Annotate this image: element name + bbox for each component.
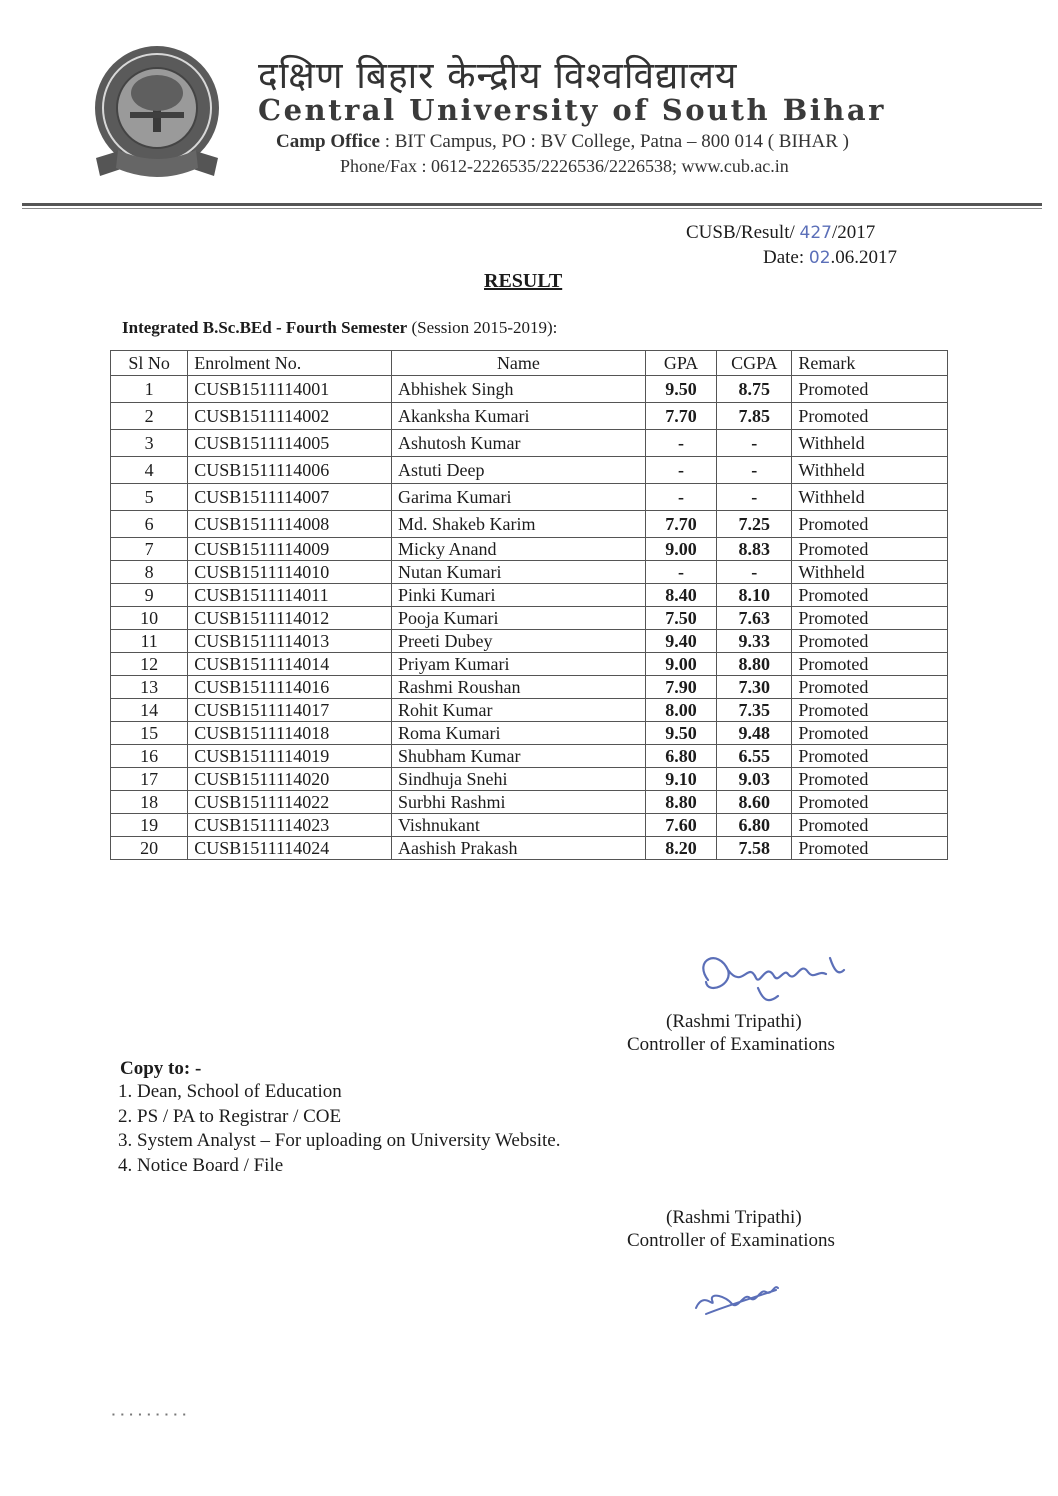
cell-sl-no: 3	[111, 430, 188, 457]
cell-cgpa: 6.80	[717, 814, 792, 837]
footer-code-mark: ▪ ▪ ▪ ▪ ▪ ▪ ▪ ▪ ▪	[112, 1410, 188, 1419]
cell-enrolment-no: CUSB1511114002	[188, 403, 392, 430]
cell-enrolment-no: CUSB1511114013	[188, 630, 392, 653]
header-divider-thin	[22, 208, 1042, 209]
cell-sl-no: 6	[111, 511, 188, 538]
col-header-gpa: GPA	[645, 351, 716, 376]
programme-name: Integrated B.Sc.BEd - Fourth Semester	[122, 318, 408, 337]
cell-cgpa: 7.30	[717, 676, 792, 699]
cell-remark: Promoted	[792, 745, 948, 768]
table-row	[111, 814, 948, 837]
cell-sl-no: 15	[111, 722, 188, 745]
signatory-name: (Rashmi Tripathi)	[666, 1011, 802, 1032]
cell-student-name: Priyam Kumari	[391, 653, 645, 676]
table-row	[111, 376, 948, 403]
table-row	[111, 722, 948, 745]
cell-gpa: 9.10	[645, 768, 716, 791]
cell-cgpa: 7.63	[717, 607, 792, 630]
cell-remark: Promoted	[792, 791, 948, 814]
programme-line	[122, 318, 557, 338]
cell-sl-no: 10	[111, 607, 188, 630]
cell-cgpa: -	[717, 561, 792, 584]
cell-remark: Promoted	[792, 699, 948, 722]
cell-gpa: 8.80	[645, 791, 716, 814]
cell-sl-no: 19	[111, 814, 188, 837]
col-header-enrolment: Enrolment No.	[188, 351, 392, 376]
cell-enrolment-no: CUSB1511114022	[188, 791, 392, 814]
cell-cgpa: 7.25	[717, 511, 792, 538]
cell-student-name: Surbhi Rashmi	[391, 791, 645, 814]
cell-remark: Promoted	[792, 676, 948, 699]
header-divider	[22, 203, 1042, 206]
camp-office-address-text: : BIT Campus, PO : BV College, Patna – 800 014 ( BIHAR )	[384, 131, 849, 152]
cell-enrolment-no: CUSB1511114023	[188, 814, 392, 837]
cell-sl-no: 18	[111, 791, 188, 814]
cell-student-name: Abhishek Singh	[391, 376, 645, 403]
cell-cgpa: -	[717, 457, 792, 484]
table-row	[111, 584, 948, 607]
cell-student-name: Rohit Kumar	[391, 699, 645, 722]
cell-cgpa: -	[717, 484, 792, 511]
cell-cgpa: 8.83	[717, 538, 792, 561]
table-row	[111, 430, 948, 457]
cell-cgpa: 7.58	[717, 837, 792, 860]
cell-sl-no: 11	[111, 630, 188, 653]
copy-to-item: 3. System Analyst – For uploading on University Website.	[118, 1130, 561, 1151]
cell-cgpa: 6.55	[717, 745, 792, 768]
cell-gpa: 7.50	[645, 607, 716, 630]
table-row	[111, 745, 948, 768]
cell-gpa: 8.20	[645, 837, 716, 860]
cell-student-name: Aashish Prakash	[391, 837, 645, 860]
table-row	[111, 484, 948, 511]
cell-enrolment-no: CUSB1511114020	[188, 768, 392, 791]
cell-gpa: 9.00	[645, 653, 716, 676]
ref-suffix: /2017	[831, 222, 876, 243]
cell-cgpa: 8.10	[717, 584, 792, 607]
cell-enrolment-no: CUSB1511114014	[188, 653, 392, 676]
cell-student-name: Pooja Kumari	[391, 607, 645, 630]
table-row	[111, 538, 948, 561]
cell-student-name: Sindhuja Snehi	[391, 768, 645, 791]
cell-student-name: Garima Kumari	[391, 484, 645, 511]
cell-enrolment-no: CUSB1511114006	[188, 457, 392, 484]
cell-student-name: Md. Shakeb Karim	[391, 511, 645, 538]
table-row	[111, 403, 948, 430]
cell-remark: Promoted	[792, 630, 948, 653]
camp-office-address	[276, 131, 976, 153]
table-row	[111, 457, 948, 484]
cell-sl-no: 14	[111, 699, 188, 722]
cell-remark: Promoted	[792, 837, 948, 860]
cell-sl-no: 16	[111, 745, 188, 768]
cell-remark: Withheld	[792, 457, 948, 484]
camp-office-label: Camp Office	[276, 131, 380, 152]
university-seal-logo	[82, 38, 232, 188]
cell-enrolment-no: CUSB1511114008	[188, 511, 392, 538]
cell-student-name: Akanksha Kumari	[391, 403, 645, 430]
cell-cgpa: 9.33	[717, 630, 792, 653]
table-row	[111, 607, 948, 630]
initials-handwritten	[686, 1270, 786, 1320]
cell-gpa: -	[645, 484, 716, 511]
cell-gpa: -	[645, 561, 716, 584]
cell-enrolment-no: CUSB1511114007	[188, 484, 392, 511]
col-header-remark: Remark	[792, 351, 948, 376]
signatory-name-copy: (Rashmi Tripathi)	[666, 1207, 802, 1228]
cell-remark: Promoted	[792, 538, 948, 561]
cell-student-name: Preeti Dubey	[391, 630, 645, 653]
cell-remark: Promoted	[792, 768, 948, 791]
table-row	[111, 837, 948, 860]
cell-remark: Promoted	[792, 376, 948, 403]
cell-enrolment-no: CUSB1511114001	[188, 376, 392, 403]
cell-cgpa: 8.80	[717, 653, 792, 676]
cell-remark: Promoted	[792, 511, 948, 538]
cell-enrolment-no: CUSB1511114019	[188, 745, 392, 768]
table-row	[111, 768, 948, 791]
cell-enrolment-no: CUSB1511114010	[188, 561, 392, 584]
copy-to-label: Copy to: -	[120, 1058, 202, 1079]
table-row	[111, 791, 948, 814]
cell-sl-no: 4	[111, 457, 188, 484]
copy-to-list	[118, 1080, 561, 1178]
date-day-handwritten: 02	[808, 248, 831, 268]
cell-student-name: Ashutosh Kumar	[391, 430, 645, 457]
cell-gpa: 8.40	[645, 584, 716, 607]
col-header-cgpa: CGPA	[717, 351, 792, 376]
cell-enrolment-no: CUSB1511114005	[188, 430, 392, 457]
table-row	[111, 676, 948, 699]
cell-sl-no: 8	[111, 561, 188, 584]
cell-cgpa: -	[717, 430, 792, 457]
cell-student-name: Shubham Kumar	[391, 745, 645, 768]
reference-number	[686, 222, 875, 244]
signature-handwritten	[688, 940, 868, 1010]
cell-gpa: -	[645, 430, 716, 457]
cell-gpa: 7.60	[645, 814, 716, 837]
copy-to-item: 2. PS / PA to Registrar / COE	[118, 1105, 342, 1127]
cell-cgpa: 9.48	[717, 722, 792, 745]
cell-enrolment-no: CUSB1511114012	[188, 607, 392, 630]
programme-session: (Session 2015-2019):	[411, 318, 558, 337]
cell-enrolment-no: CUSB1511114024	[188, 837, 392, 860]
issue-date	[763, 247, 897, 269]
cell-gpa: 7.70	[645, 511, 716, 538]
cell-student-name: Nutan Kumari	[391, 561, 645, 584]
ref-number-handwritten: 427	[799, 223, 832, 243]
cell-student-name: Astuti Deep	[391, 457, 645, 484]
table-row	[111, 511, 948, 538]
cell-sl-no: 1	[111, 376, 188, 403]
cell-remark: Promoted	[792, 607, 948, 630]
cell-gpa: 9.50	[645, 722, 716, 745]
cell-gpa: -	[645, 457, 716, 484]
signatory-designation-copy: Controller of Examinations	[627, 1230, 835, 1251]
university-name-hindi: दक्षिण बिहार केन्द्रीय विश्वविद्यालय	[258, 54, 738, 97]
cell-remark: Withheld	[792, 430, 948, 457]
cell-cgpa: 8.60	[717, 791, 792, 814]
cell-remark: Withheld	[792, 561, 948, 584]
cell-cgpa: 9.03	[717, 768, 792, 791]
cell-student-name: Pinki Kumari	[391, 584, 645, 607]
cell-gpa: 6.80	[645, 745, 716, 768]
table-row	[111, 653, 948, 676]
cell-student-name: Rashmi Roushan	[391, 676, 645, 699]
table-row	[111, 561, 948, 584]
cell-cgpa: 8.75	[717, 376, 792, 403]
results-table	[110, 350, 948, 860]
cell-gpa: 9.00	[645, 538, 716, 561]
cell-sl-no: 7	[111, 538, 188, 561]
cell-sl-no: 20	[111, 837, 188, 860]
cell-sl-no: 9	[111, 584, 188, 607]
table-header-row	[111, 351, 948, 376]
cell-student-name: Roma Kumari	[391, 722, 645, 745]
university-name-english: Central University of South Bihar	[258, 93, 886, 127]
table-row	[111, 699, 948, 722]
cell-sl-no: 5	[111, 484, 188, 511]
cell-remark: Promoted	[792, 722, 948, 745]
cell-remark: Promoted	[792, 814, 948, 837]
cell-sl-no: 2	[111, 403, 188, 430]
cell-remark: Promoted	[792, 403, 948, 430]
date-suffix: .06.2017	[830, 247, 898, 268]
cell-gpa: 8.00	[645, 699, 716, 722]
cell-enrolment-no: CUSB1511114016	[188, 676, 392, 699]
cell-remark: Promoted	[792, 653, 948, 676]
cell-gpa: 9.40	[645, 630, 716, 653]
phone-fax-website: Phone/Fax : 0612-2226535/2226536/2226538; www.cub.ac.in	[340, 156, 789, 176]
cell-sl-no: 12	[111, 653, 188, 676]
cell-student-name: Vishnukant	[391, 814, 645, 837]
cell-sl-no: 17	[111, 768, 188, 791]
cell-enrolment-no: CUSB1511114018	[188, 722, 392, 745]
col-header-sl-no: Sl No	[111, 351, 188, 376]
ref-prefix: CUSB/Result/	[686, 222, 795, 243]
date-prefix: Date:	[763, 247, 805, 268]
col-header-name: Name	[391, 351, 645, 376]
cell-cgpa: 7.85	[717, 403, 792, 430]
cell-sl-no: 13	[111, 676, 188, 699]
cell-enrolment-no: CUSB1511114011	[188, 584, 392, 607]
cell-gpa: 7.90	[645, 676, 716, 699]
cell-remark: Promoted	[792, 584, 948, 607]
cell-enrolment-no: CUSB1511114017	[188, 699, 392, 722]
signatory-designation: Controller of Examinations	[627, 1034, 835, 1055]
cell-gpa: 9.50	[645, 376, 716, 403]
cell-remark: Withheld	[792, 484, 948, 511]
result-heading: RESULT	[484, 270, 563, 292]
cell-cgpa: 7.35	[717, 699, 792, 722]
table-row	[111, 630, 948, 653]
cell-gpa: 7.70	[645, 403, 716, 430]
copy-to-item: 1. Dean, School of Education	[118, 1081, 342, 1102]
copy-to-item: 4. Notice Board / File	[118, 1154, 284, 1176]
cell-student-name: Micky Anand	[391, 538, 645, 561]
results-table-body	[111, 376, 948, 860]
cell-enrolment-no: CUSB1511114009	[188, 538, 392, 561]
